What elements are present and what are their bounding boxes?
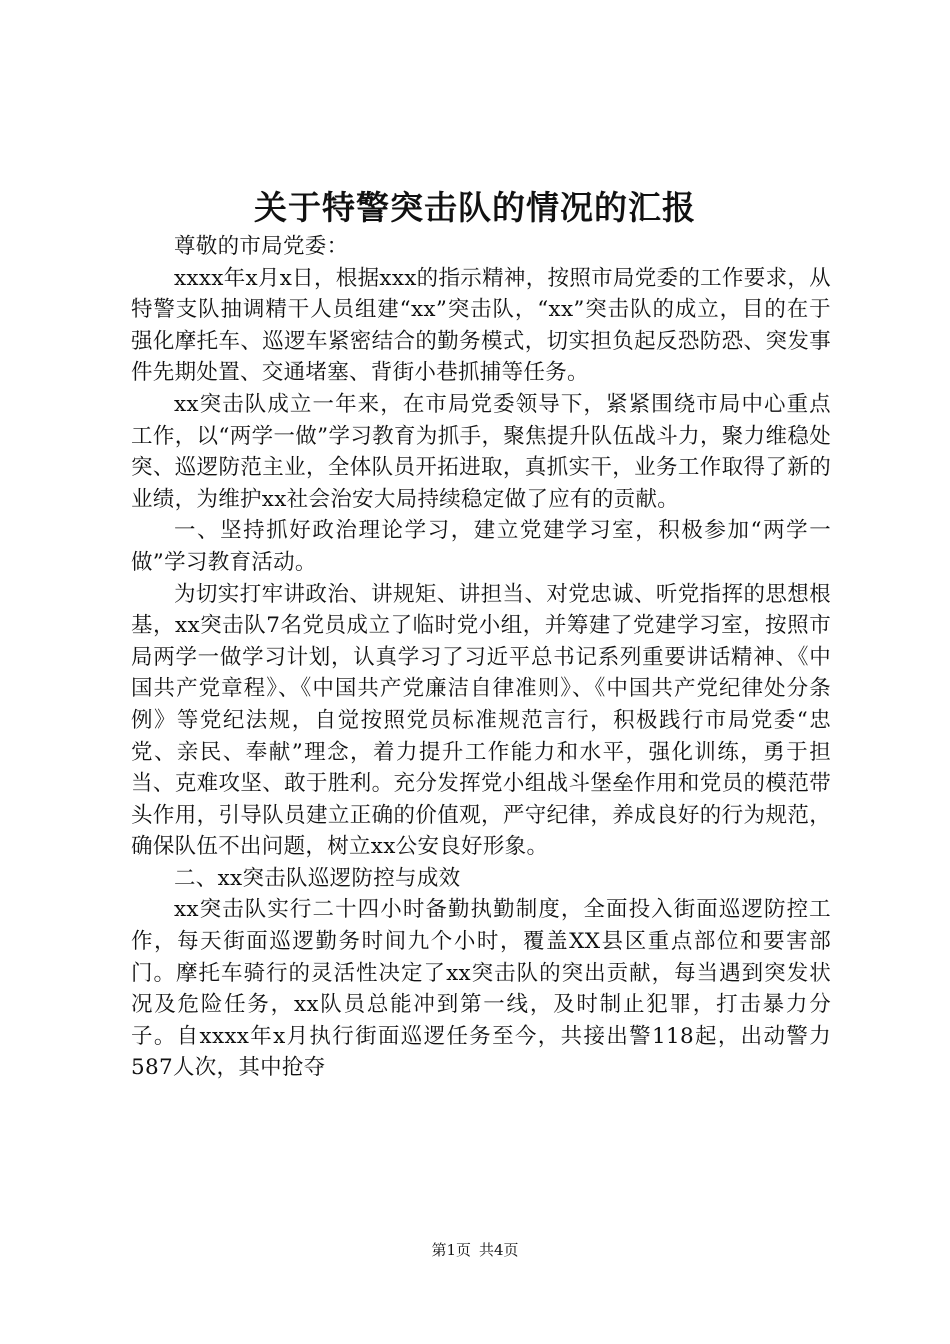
page-footer bbox=[0, 1240, 950, 1260]
document-title: 关于特警突击队的情况的汇报 bbox=[254, 188, 696, 227]
paragraph-party-study: 为切实打牢讲政治、讲规矩、讲担当、对党忠诚、听党指挥的思想根基，xx突击队7名党员成立了临时党小组，并筹建了党建学习室，按照市局两学一做学习计划，认真学习了习近平总书记系列重要讲话精神、《中国共产党章程》、《中国共产党廉洁自律准则》、《中国共产党纪律处分条例》等党纪法规，自觉按照党员标准规范言行，积极践行市局党委“忠党、亲民、奉献”理念，着力提升工作能力和水平，强化训练，勇于担当、克难攻坚、敢于胜利。充分发挥党小组战斗堡垒作用和党员的模范带头作用，引导队员建立正确的价值观，严守纪律，养成良好的行为规范，确保队伍不出问题，树立xx公安良好形象。 bbox=[131, 581, 831, 860]
document-body bbox=[131, 231, 831, 1084]
paragraph-intro: xxxx年x月x日，根据xxx的指示精神，按照市局党委的工作要求，从特警支队抽调精干人员组建“xx”突击队，“xx”突击队的成立，目的在于强化摩托车、巡逻车紧密结合的勤务模式，切实担负起反恐防恐、突发事件先期处置、交通堵塞、背街小巷抓捕等任务。 bbox=[131, 265, 831, 386]
paragraph-summary: xx突击队成立一年来，在市局党委领导下，紧紧围绕市局中心重点工作，以“两学一做”学习教育为抓手，聚焦提升队伍战斗力，聚力维稳处突、巡逻防范主业，全体队员开拓进取，真抓实干，业务工作取得了新的业绩，为维护xx社会治安大局持续稳定做了应有的贡献。 bbox=[131, 391, 831, 512]
paragraph-patrol: xx突击队实行二十四小时备勤执勤制度，全面投入街面巡逻防控工作，每天街面巡逻勤务时间九个小时，覆盖XX县区重点部位和要害部门。摩托车骑行的灵活性决定了xx突击队的突出贡献，每当遇到突发状况及危险任务，xx队员总能冲到第一线，及时制止犯罪，打击暴力分子。自xxxx年x月执行街面巡逻任务至今，共接出警118起，出动警力587人次，其中抢夺 bbox=[131, 897, 831, 1081]
section-heading-2: 二、xx突击队巡逻防控与成效 bbox=[174, 865, 461, 891]
page-number: 第1页 bbox=[431, 1241, 471, 1259]
section-heading-1: 一、坚持抓好政治理论学习，建立党建学习室，积极参加“两学一做”学习教育活动。 bbox=[131, 518, 831, 575]
page-total: 共4页 bbox=[479, 1241, 519, 1259]
salutation: 尊敬的市局党委： bbox=[174, 234, 349, 259]
